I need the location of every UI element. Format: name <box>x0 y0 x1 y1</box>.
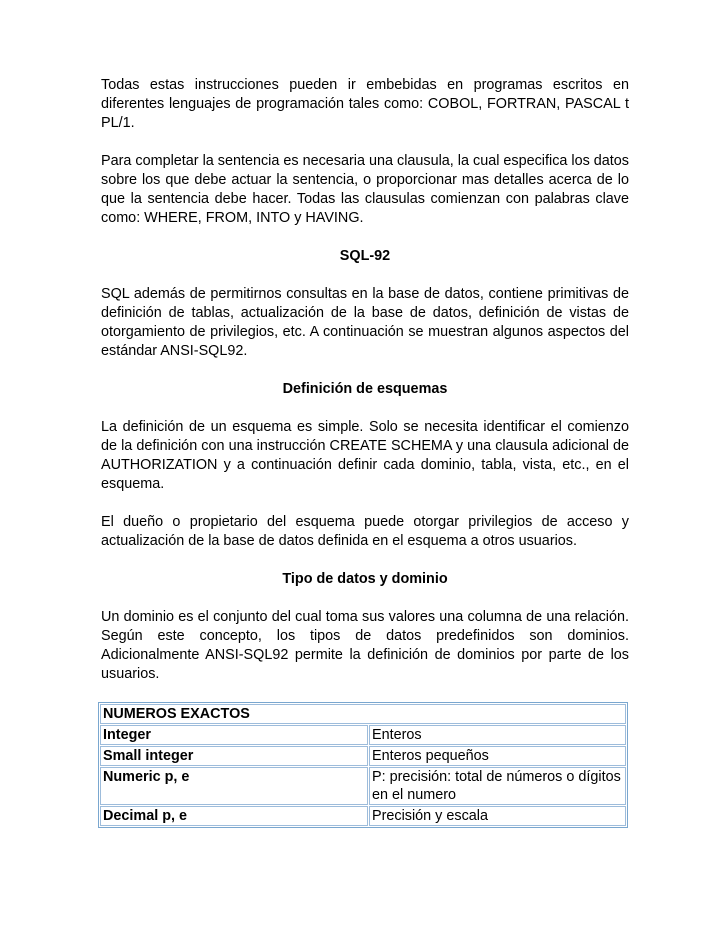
paragraph-owner-privileges: El dueño o propietario del esquema puede otorgar privilegios de acceso y actualización de la base de datos definida en el esquema a otros usuarios. <box>101 514 629 549</box>
type-cell: Decimal p, e <box>100 806 368 826</box>
type-cell: Small integer <box>100 746 368 766</box>
paragraph-domain: Un dominio es el conjunto del cual toma sus valores una columna de una relación. Según este concepto, los tipos de datos predefinidos son dominios. Adicionalmente ANSI-SQL92 permite la definición de dominios por parte de los usuarios. <box>101 609 629 682</box>
paragraph-sql-features: SQL además de permitirnos consultas en la base de datos, contiene primitivas de definición de tablas, actualización de la base de datos, definición de vistas de otorgamiento de privilegios, etc. A continuación se muestran algunos aspectos del estándar ANSI-SQL92. <box>101 286 629 359</box>
document-body <box>101 76 629 828</box>
heading-sql92: SQL-92 <box>339 248 391 264</box>
table-row <box>100 746 626 766</box>
paragraph-embedded-languages: Todas estas instrucciones pueden ir embebidas en programas escritos en diferentes lenguajes de programación tales como: COBOL, FORTRAN, PASCAL t PL/1. <box>101 77 629 131</box>
description-cell: Precisión y escala <box>369 806 626 826</box>
type-cell: Integer <box>100 725 368 745</box>
exact-numbers-table <box>98 702 628 828</box>
table-row <box>100 806 626 826</box>
table-header-cell: NUMEROS EXACTOS <box>100 704 626 724</box>
description-cell: Enteros <box>369 725 626 745</box>
paragraph-clauses: Para completar la sentencia es necesaria una clausula, la cual especifica los datos sobre los que debe actuar la sentencia, o proporcionar mas detalles acerca de lo que la sentencia debe hacer. Todas las clausulas comienzan con palabras clave como: WHERE, FROM, INTO y HAVING. <box>101 153 629 226</box>
table-row <box>100 725 626 745</box>
heading-schema-definition: Definición de esquemas <box>282 381 448 397</box>
table-header-row <box>100 704 626 724</box>
type-cell: Numeric p, e <box>100 767 368 805</box>
paragraph-schema: La definición de un esquema es simple. Solo se necesita identificar el comienzo de la definición con una instrucción CREATE SCHEMA y una clausula adicional de AUTHORIZATION y a continuación definir cada dominio, tabla, vista, etc., en el esquema. <box>101 419 629 492</box>
heading-data-types: Tipo de datos y dominio <box>282 571 448 587</box>
description-cell: P: precisión: total de números o dígitos en el numero <box>369 767 626 805</box>
description-cell: Enteros pequeños <box>369 746 626 766</box>
table-row <box>100 767 626 805</box>
